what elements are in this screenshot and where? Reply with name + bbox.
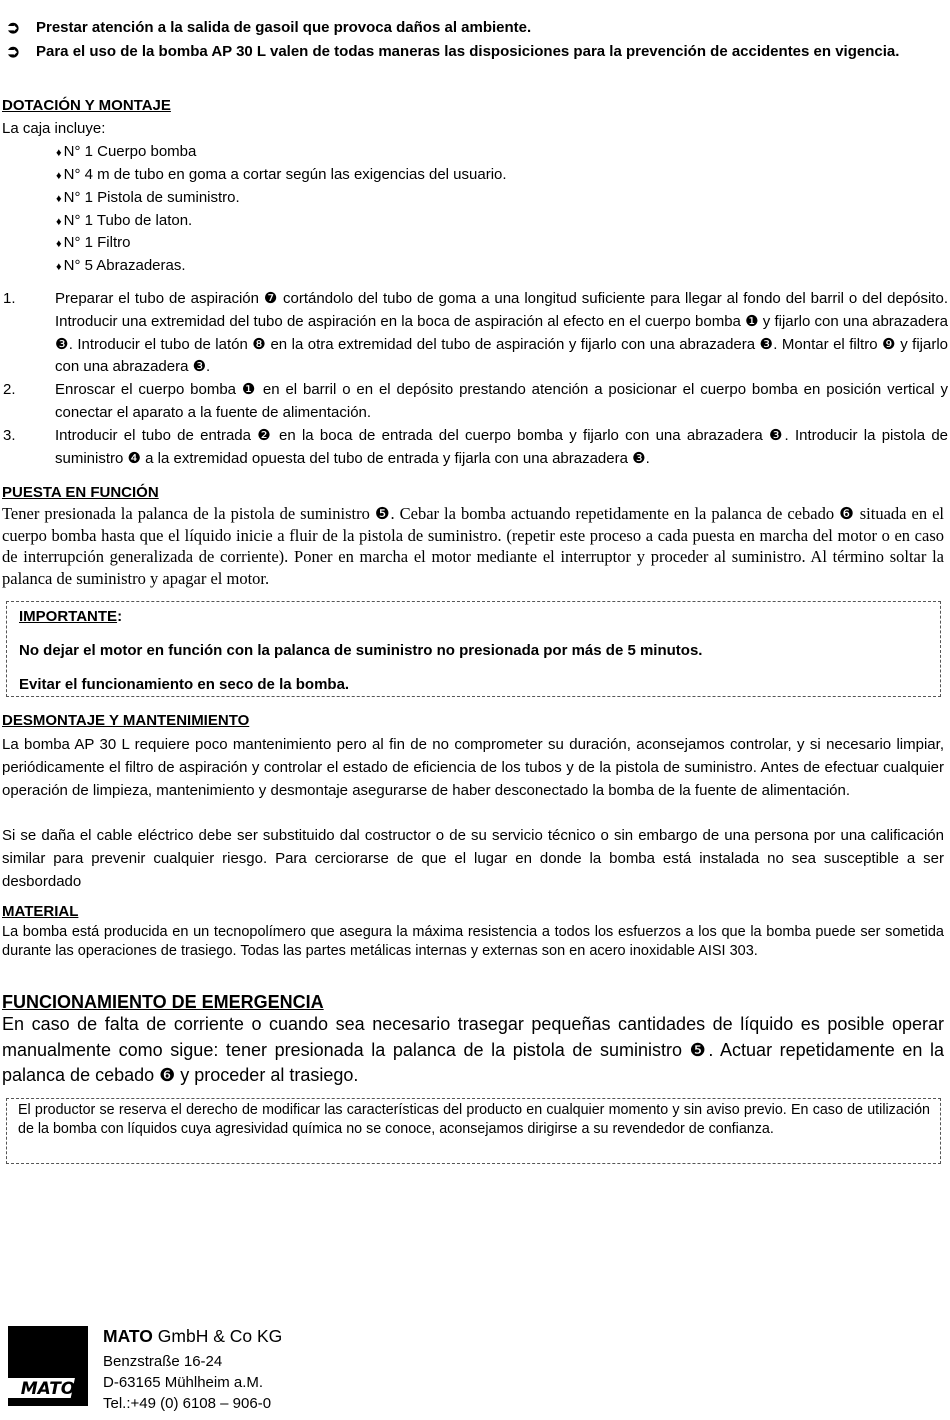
diamond-bullet-icon: ♦ <box>56 193 62 205</box>
section-heading-puesta: PUESTA EN FUNCIÓN <box>2 484 159 501</box>
kit-list-item <box>56 256 186 277</box>
section-heading-desmontaje: DESMONTAJE Y MANTENIMIENTO <box>2 712 250 729</box>
material-text: La bomba está producida en un tecnopolímero que asegura la máxima resistencia a todos los esfuerzos a los que la bomba puede ser sometida durante las operaciones de trasiego. Todas las partes metálicas internas y externas son en acero inoxidable AISI 303. <box>2 924 944 959</box>
warning-text: Prestar atención a la salida de gasoil que provoca daños al ambiente. <box>36 19 532 36</box>
warning-item <box>6 42 946 62</box>
warning-item <box>6 18 946 38</box>
kit-item-text: N° 1 Filtro <box>63 234 131 251</box>
company-name <box>103 1326 282 1349</box>
kit-list-item <box>56 211 192 232</box>
diamond-bullet-icon: ♦ <box>56 216 62 228</box>
company-phone: Tel.:+49 (0) 6108 – 906-0 <box>103 1395 272 1412</box>
section-heading-dotacion: DOTACIÓN Y MONTAJE <box>2 97 171 114</box>
logo-text: MATO <box>20 1379 76 1399</box>
important-colon: : <box>117 608 123 625</box>
kit-list-item <box>56 188 240 209</box>
arrow-bullet-icon: ➲ <box>6 42 21 61</box>
company-brand: MATO <box>103 1326 153 1346</box>
kit-item-text: N° 4 m de tubo en goma a cortar según las exigencias del usuario. <box>63 166 507 183</box>
kit-list-item <box>56 165 507 186</box>
desmontaje-paragraph: Si se daña el cable eléctrico debe ser substituido dal costructor o de su servicio técnico o sin embargo de una persona por una calificación similar para prevenir cualquier riesgo. Para cerciorarse de que el lugar en donde la bomba está instalada no sea susceptible a ser desbordado <box>2 827 944 890</box>
kit-item-text: N° 5 Abrazaderas. <box>63 257 186 274</box>
step-text: Preparar el tubo de aspiración ❼ cortándolo del tubo de goma a una longitud suficiente para llegar al fondo del barril o del depósito. Introducir una extremidad del tubo de aspiración en la boca de aspiración al efecto en el cuerpo bomba ❶ y fijarlo con una abrazadera ❸. Introducir el tubo de latón ❽ en la otra extremidad del tubo de aspiración y fijarlo con una abrazadera ❸. Montar el filtro ❾ y fijarlo con una abrazadera ❸. <box>55 290 948 376</box>
diamond-bullet-icon: ♦ <box>56 238 62 250</box>
disclaimer-box <box>6 1098 941 1164</box>
important-notice-box <box>6 601 941 697</box>
kit-item-text: N° 1 Tubo de laton. <box>63 212 193 229</box>
important-line: No dejar el motor en función con la palanca de suministro no presionada por más de 5 minutos. <box>19 642 703 659</box>
company-street: Benzstraße 16-24 <box>103 1353 223 1370</box>
important-line: Evitar el funcionamiento en seco de la bomba. <box>19 676 350 693</box>
desmontaje-paragraph: La bomba AP 30 L requiere poco mantenimiento pero al fin de no comprometer su duración, aconsejamos controlar, y si necesario limpiar, periódicamente el filtro de aspiración y controlar el estado de eficiencia de los tubos y de la pistola de suministro. Antes de efectuar cualquier operación de limpieza, mantenimiento y desmontaje asegurarse de haber desconectado la bomba de la fuente de alimentación. <box>2 736 944 799</box>
step-number: 2. <box>3 381 16 398</box>
step-text: Introducir el tubo de entrada ❷ en la boca de entrada del cuerpo bomba y fijarlo con una abrazadera ❸. Introducir la pistola de suministro ❹ a la extremidad opuesta del tubo de entrada y fijarla con una abrazadera ❸. <box>55 427 948 467</box>
kit-list-item <box>56 142 196 163</box>
section-heading-material: MATERIAL <box>2 903 79 920</box>
kit-intro: La caja incluye: <box>2 120 106 137</box>
warning-text: Para el uso de la bomba AP 30 L valen de todas maneras las disposiciones para la prevención de accidentes en vigencia. <box>36 43 900 60</box>
diamond-bullet-icon: ♦ <box>56 170 62 182</box>
diamond-bullet-icon: ♦ <box>56 261 62 273</box>
assembly-step <box>0 379 948 425</box>
puesta-text: Tener presionada la palanca de la pistola de suministro ❺. Cebar la bomba actuando repetidamente en la palanca de cebado ❻ situada en el cuerpo bomba hasta que el líquido inicie a fluir de la pistola de suministro. (repetir este proceso a cada puesta en marcha del motor o en caso de interrupción generalizada de corriente). Poner en marcha el motor mediante el interruptor y proceder al suministro. Al término soltar la palanca de suministro y apagar el motor. <box>2 504 944 588</box>
step-number: 3. <box>3 427 16 444</box>
kit-list-item <box>56 233 130 254</box>
emergencia-text: En caso de falta de corriente o cuando sea necesario trasegar pequeñas cantidades de líquido es posible operar manualmente como sigue: tener presionada la palanca de la pistola de suministro ❺. Actuar repetidamente en la palanca de cebado ❻ y proceder al trasiego. <box>2 1014 944 1085</box>
section-heading-emergencia: FUNCIONAMIENTO DE EMERGENCIA <box>2 992 324 1012</box>
important-label-wrap <box>19 607 122 627</box>
kit-item-text: N° 1 Cuerpo bomba <box>63 143 197 160</box>
step-number: 1. <box>3 290 16 307</box>
step-text: Enroscar el cuerpo bomba ❶ en el barril o en el depósito prestando atención a posicionar el cuerpo bomba en posición vertical y conectar el aparato a la fuente de alimentación. <box>55 381 948 421</box>
company-suffix: GmbH & Co KG <box>152 1326 283 1346</box>
mato-logo-icon <box>8 1326 88 1406</box>
important-label: IMPORTANTE <box>19 608 118 625</box>
disclaimer-text: El productor se reserva el derecho de modificar las características del producto en cualquier momento y sin aviso previo. En caso de utilización de la bomba con líquidos cuya agresividad química no se conoce, aconsejamos dirigirse a su revendedor de confianza. <box>18 1102 930 1138</box>
assembly-step <box>0 425 948 471</box>
mato-logo <box>8 1326 88 1406</box>
diamond-bullet-icon: ♦ <box>56 147 62 159</box>
assembly-step <box>0 288 948 379</box>
kit-item-text: N° 1 Pistola de suministro. <box>63 189 240 206</box>
company-city: D-63165 Mühlheim a.M. <box>103 1374 264 1391</box>
arrow-bullet-icon: ➲ <box>6 18 21 37</box>
